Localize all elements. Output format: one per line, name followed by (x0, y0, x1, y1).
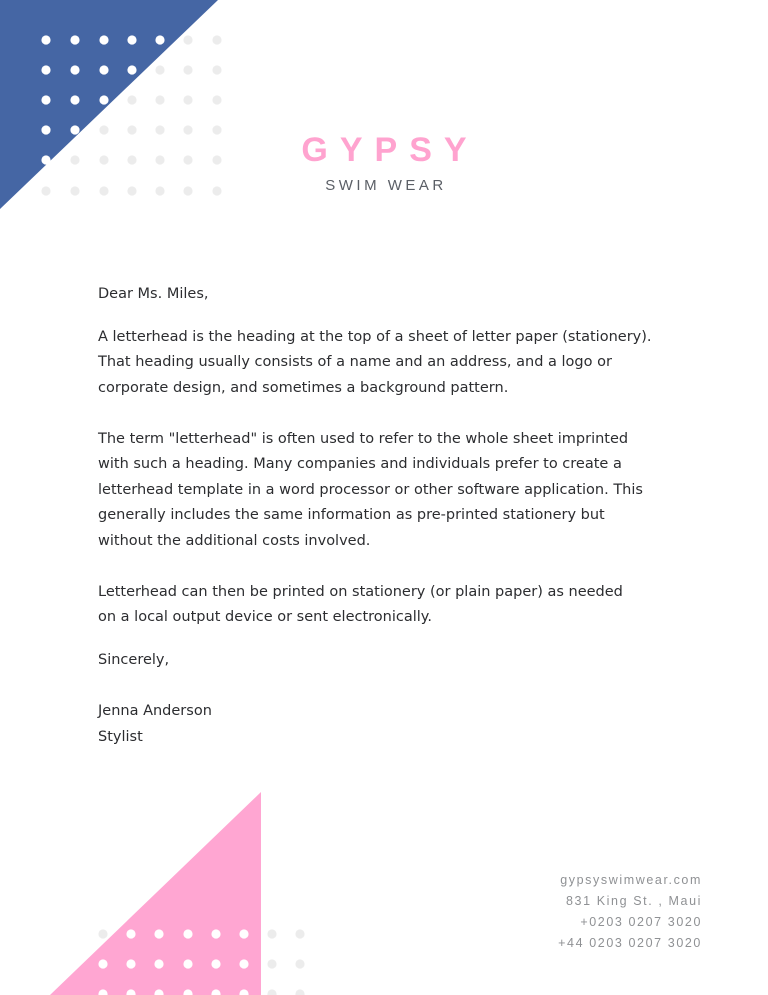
decor-dot (212, 95, 221, 104)
decor-dot (98, 929, 107, 938)
decor-dot (126, 959, 135, 968)
contact-phone-1: +0203 0207 3020 (580, 915, 702, 929)
decor-dot (295, 959, 304, 968)
decor-dot (70, 65, 79, 74)
decor-dot (126, 929, 135, 938)
signature-title: Stylist (98, 728, 143, 745)
signature-name: Jenna Anderson (98, 703, 212, 719)
decor-dot (155, 65, 164, 74)
decor-dot (211, 959, 220, 968)
decor-dot (211, 929, 220, 938)
decor-dot (98, 959, 107, 968)
decor-dot (267, 929, 276, 938)
letter-body (98, 282, 678, 750)
contact-block (558, 870, 702, 954)
letter-paragraph-2: The term "letterhead" is often used to refer to the whole sheet imprinted with such a heading. Many companies and individuals prefer to create a letterhead template in a word processor or other software application. This generally includes the same information as pre-printed stationery but without the additional costs involved. (98, 430, 643, 549)
decor-dot (41, 95, 50, 104)
letter-greeting: Dear Ms. Miles, (98, 286, 209, 302)
brand-tagline: SWIM WEAR (325, 177, 447, 194)
decor-dot (212, 65, 221, 74)
decor-dot (183, 929, 192, 938)
letter-closing: Sincerely, (98, 652, 170, 668)
letter-paragraph-3: Letterhead can then be printed on stationery (or plain paper) as needed on a local output device or sent electronically. (98, 583, 623, 625)
decor-dot (212, 35, 221, 44)
decor-dot (183, 959, 192, 968)
contact-address: 831 King St. , Maui (565, 894, 702, 908)
decor-dot (267, 959, 276, 968)
decor-dot (155, 95, 164, 104)
contact-website[interactable]: gypsyswimwear.com (560, 873, 702, 887)
decor-dot (155, 35, 164, 44)
decor-dot (41, 35, 50, 44)
letter-paragraph-1: A letterhead is the heading at the top of a sheet of letter paper (stationery). That heading usually consists of a name and an address, and a logo or corporate design, and sometimes a background pattern. (98, 328, 652, 396)
decor-dot (127, 65, 136, 74)
contact-phone-2: +44 0203 0207 3020 (558, 936, 702, 950)
decor-dot (127, 35, 136, 44)
decor-dot (239, 929, 248, 938)
decor-dot (70, 95, 79, 104)
decor-dot (295, 929, 304, 938)
decor-dot (70, 35, 79, 44)
decor-dot (154, 929, 163, 938)
decor-dot (295, 989, 304, 995)
decor-dot (239, 959, 248, 968)
decor-dot (41, 65, 50, 74)
decor-dot (127, 95, 136, 104)
decor-dot (183, 65, 192, 74)
decor-dot (99, 35, 108, 44)
decor-dot (183, 95, 192, 104)
decor-dot (99, 95, 108, 104)
decor-dot (154, 959, 163, 968)
brand-name: GYPSY (301, 131, 479, 169)
decor-dot (99, 65, 108, 74)
decor-dot (267, 989, 276, 995)
decor-dot (183, 35, 192, 44)
